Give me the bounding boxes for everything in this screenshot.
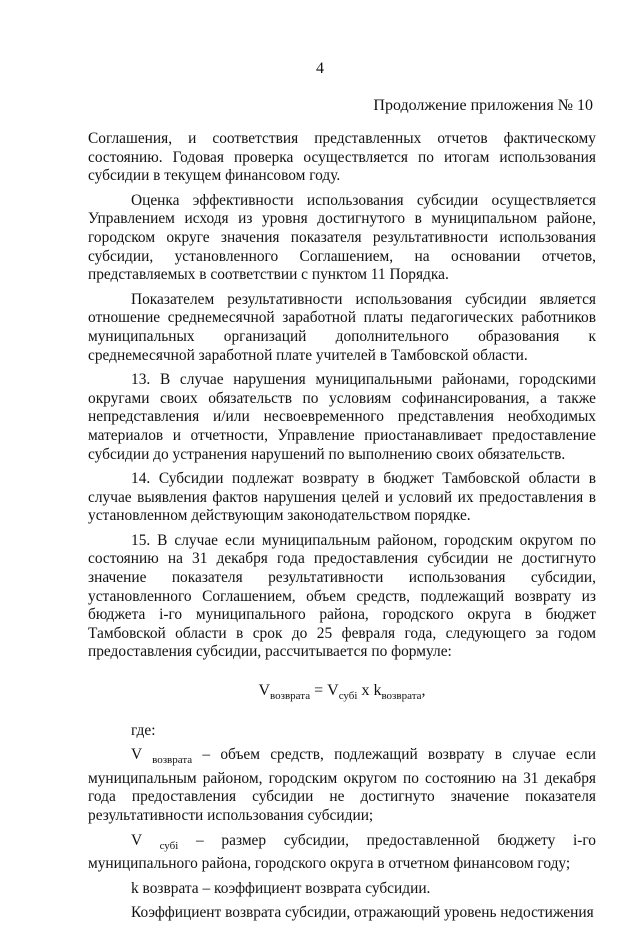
where-label: где:	[131, 721, 156, 739]
formula-v: V	[258, 682, 271, 700]
formula-times-k: x k	[357, 682, 382, 700]
coefficient-paragraph: Коэффициент возврата субсидии, отражающий уровень недостижения	[131, 904, 594, 922]
paragraph-2: Оценка эффективности использования субсидии осуществляется Управлением исходя из уровня достигнутого в муниципальном районе, городском округе значения показателя результативности использования субсидии, установленного Соглашением, на основании отчетов, представляемых в соответствии с пунктом 11 Порядка.	[88, 191, 596, 284]
refund-formula	[88, 682, 596, 706]
def1-subscript: возврата	[152, 754, 193, 767]
def1-text: – объем средств, подлежащий возврату в случае если муниципальным районом, городским округом по состоянию на 31 декабря года предоставления субсидии не достигнуто значение показателя результативности использования субсидии;	[88, 746, 596, 824]
def2-subscript: субi	[159, 839, 179, 852]
formula-eq: = V	[310, 682, 339, 700]
page-number: 4	[316, 60, 324, 77]
definition-v-vozvrata	[88, 746, 596, 825]
appendix-continuation: Продолжение приложения № 10	[373, 97, 593, 114]
def2-symbol: V	[131, 831, 142, 849]
def2-text: – размер субсидии, предоставленной бюджету i-го муниципального района, городского округа в отчетном финансовом году;	[88, 831, 596, 873]
formula-subi: субi	[338, 690, 358, 703]
paragraph-15: 15. В случае если муниципальным районом, городским округом по состоянию на 31 декабря года предоставления субсидии не достигнуто значение показателя результативности использования субсидии, установленного Соглашением, объем средств, подлежащий возврату из бюджета i-го муниципального района, городского округа в бюджет Тамбовской области в срок до 25 февраля года, следующего за годом предоставления субсидии, рассчитывается по формуле:	[88, 531, 596, 661]
document-body	[88, 130, 596, 929]
formula-comma: ,	[421, 682, 426, 700]
definition-v-subi	[88, 832, 596, 874]
paragraph-1: Соглашения, и соответствия представленных отчетов фактическому состоянию. Годовая проверка осуществляется по итогам использования субсидии в текущем финансовом году.	[88, 130, 596, 185]
formula-k-sub: возврата	[381, 690, 422, 703]
paragraph-3: Показателем результативности использования субсидии является отношение среднемесячной заработной платы педагогических работников муниципальных организаций дополнительного образования к среднемесячной заработной плате учителей в Тамбовской области.	[88, 290, 596, 364]
paragraph-13: 13. В случае нарушения муниципальными районами, городскими округами своих обязательств по условиям софинансирования, а также непредставления и/или несвоевременного представления необходимых материалов и отчетности, Управление приостанавливает предоставление субсидии до устранения нарушений по выполнению своих обязательств.	[88, 371, 596, 463]
paragraph-14: 14. Субсидии подлежат возврату в бюджет Тамбовской области в случае выявления фактов нарушения целей и условий их предоставления в установленном действующим законодательством порядке.	[88, 470, 596, 525]
formula-v-sub: возврата	[270, 690, 311, 703]
definition-k-vozvrata: k возврата – коэффициент возврата субсидии.	[131, 879, 431, 897]
def1-symbol: V	[131, 746, 142, 764]
